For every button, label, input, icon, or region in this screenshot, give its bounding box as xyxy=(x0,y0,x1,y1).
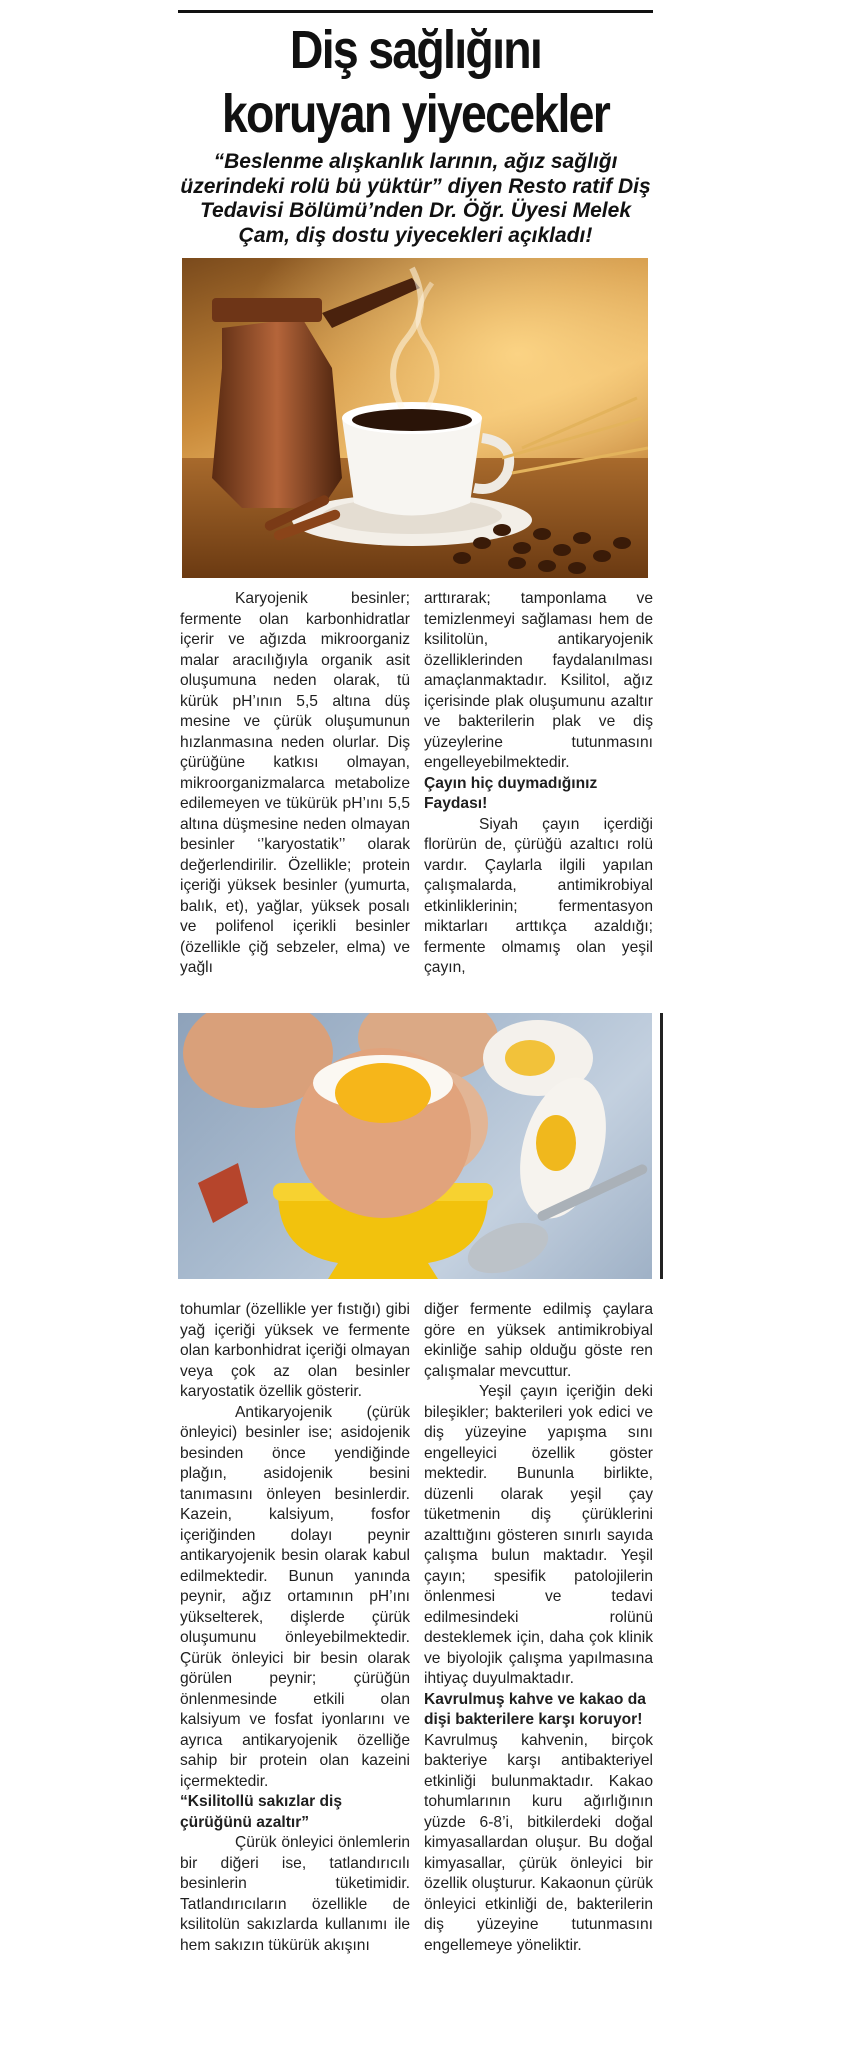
paragraph: Karyojenik besinler; fermente olan karbonhidratlar içerir ve ağızda mikroorganiz malar aracılığıyla organik asit oluşumuna neden olarak, tü kürük pH’ının 5,5 altına düş mesine ve çürük oluşumunun hızlanmasına neden olurlar. Diş çürüğüne katkısı olmayan, mikroorganizmalarca metabolize edilemeyen ve tükürük pH’ını 5,5 altına düşmesine neden olmayan besinler ‘’karyostatik’’ olarak değerlendirilir. Özellikle; protein içeriği yüksek besinler (yumurta, balık, et), yağlar, yüksek posalı ve polifenol içerikli besinler (özellikle çiğ sebzeler, elma) ve yağlı xyxy=(180,590,410,976)
egg-illustration xyxy=(178,1013,652,1279)
paragraph: diğer fermente edilmiş çaylara göre en yüksek antimikrobiyal ekinliğe sahip olduğu göste ren çalışmalar mevcuttur. xyxy=(424,1301,653,1380)
paragraph: Siyah çayın içerdiği florürün de, çürüğü azaltıcı rolü vardır. Çaylarla ilgili yapılan çalışmalarda, antimikrobiyal etkinliklerinin; fermentasyon miktarları arttıkça azaldığı; fermente olmamış olan yeşil çayın, xyxy=(424,815,653,976)
paragraph: tohumlar (özellikle yer fıstığı) gibi yağ içeriği yüksek ve fermente olan karbonhidrat içeriği olmayan veya çok az olan besinler karyostatik özellik gösterir. xyxy=(180,1301,410,1400)
headline-line-2: koruyan yiyecekler xyxy=(221,84,610,144)
paragraph: Antikaryojenik (çürük önleyici) besinler ise; asidojenik besinden önce yendiğinde plağın, asidojenik besini tanımasını önleyen besinlerdir. Kazein, kalsiyum, fosfor içeriğinden dolayı peynir antikaryojenik besin olarak kabul edilmektedir. Bunun yanında peynir, ağız ortamının pH’ını yükselterek, dişlerde çürük oluşumunu önleyebilmektedir. Çürük önleyici bir besin olarak görülen peynir; çürüğün önlenmesinde etkili olan kalsiyum ve fosfat iyonlarını ve ayrıca antikaryojenik özelliğe sahip bir protein olan kazeini içermektedir. xyxy=(180,1403,410,1790)
egg-photo xyxy=(178,1013,652,1279)
top-rule xyxy=(178,10,653,13)
subheading-xylitol: “Ksilitollü sakızlar diş çürüğünü azaltır” xyxy=(180,1793,343,1831)
newspaper-page xyxy=(178,0,653,2060)
paragraph: Kavrulmuş kahvenin, birçok bakteriye karşı antibakteriyel etkinliği bulunmaktadır. Kakao tohumlarının kuru ağırlığının yüzde 6-8’i, bitkilerdeki doğal kimyasallardan oluşur. Bu doğal kimyasallar, çürük önleyici bir özellik oluşturur. Kakaonun çürük önleyici etkinliği de, bakterilerin diş yüzeyine tutunmasını engellemeye yöneliktir. xyxy=(424,1731,653,1954)
subheading-tea: Çayın hiç duymadığınız Faydası! xyxy=(424,774,598,812)
subheading-coffee-cocoa: Kavrulmuş kahve ve kakao da dişi bakterilere karşı koruyor! xyxy=(424,1690,646,1728)
headline xyxy=(211,18,620,146)
image-edge-rule xyxy=(660,1013,663,1279)
paragraph: arttırarak; tamponlama ve temizlenmeyi sağlaması hem de ksilitolün, antikaryojenik özelliklerinden faydalanılması amaçlanmaktadır. Ksilitol, ağız içerisinde plak oluşumunu azaltır ve bakterilerin plak ve diş yüzeylerine tutunmasını engelleyebilmektedir. xyxy=(424,590,653,771)
column-4 xyxy=(424,1300,653,1956)
paragraph: Yeşil çayın içeriğin deki bileşikler; bakterileri yok edici ve diş yüzeyine yapışma sını engelleyici özellik göster mektedir. Bununla birlikte, düzenli olarak yeşil çay tüketmenin diş çürüklerini azalttığını gösteren sınırlı sayıda çalışma bulun maktadır. Yeşil çayın; spesifik patolojilerin önlenmesi ve tedavi edilmesindeki rolünü desteklemek için, daha çok klinik ve biyolojik çalışma yapılmasına ihtiyaç duyulmaktadır. xyxy=(424,1383,653,1687)
deck-subheading: “Beslenme alışkanlık larının, ağız sağlığı üzerindeki rolü bü yüktür” diyen Resto ratif Diş Tedavisi Bölümü’nden Dr. Öğr. Üyesi Melek Çam, diş dostu yiyecekleri açıkladı! xyxy=(180,150,651,247)
column-1 xyxy=(180,589,410,979)
column-3 xyxy=(180,1300,410,1956)
coffee-photo xyxy=(182,258,648,578)
coffee-illustration xyxy=(182,258,648,578)
headline-line-1: Diş sağlığını xyxy=(289,20,542,80)
column-2 xyxy=(424,589,653,979)
paragraph: Çürük önleyici önlemlerin bir diğeri ise, tatlandırıcılı besinlerin tüketimidir. Tatlandırıcıların özellikle de ksilitolün sakızlarda kullanımı ile hem sakızın tükürük akışını xyxy=(180,1834,410,1954)
